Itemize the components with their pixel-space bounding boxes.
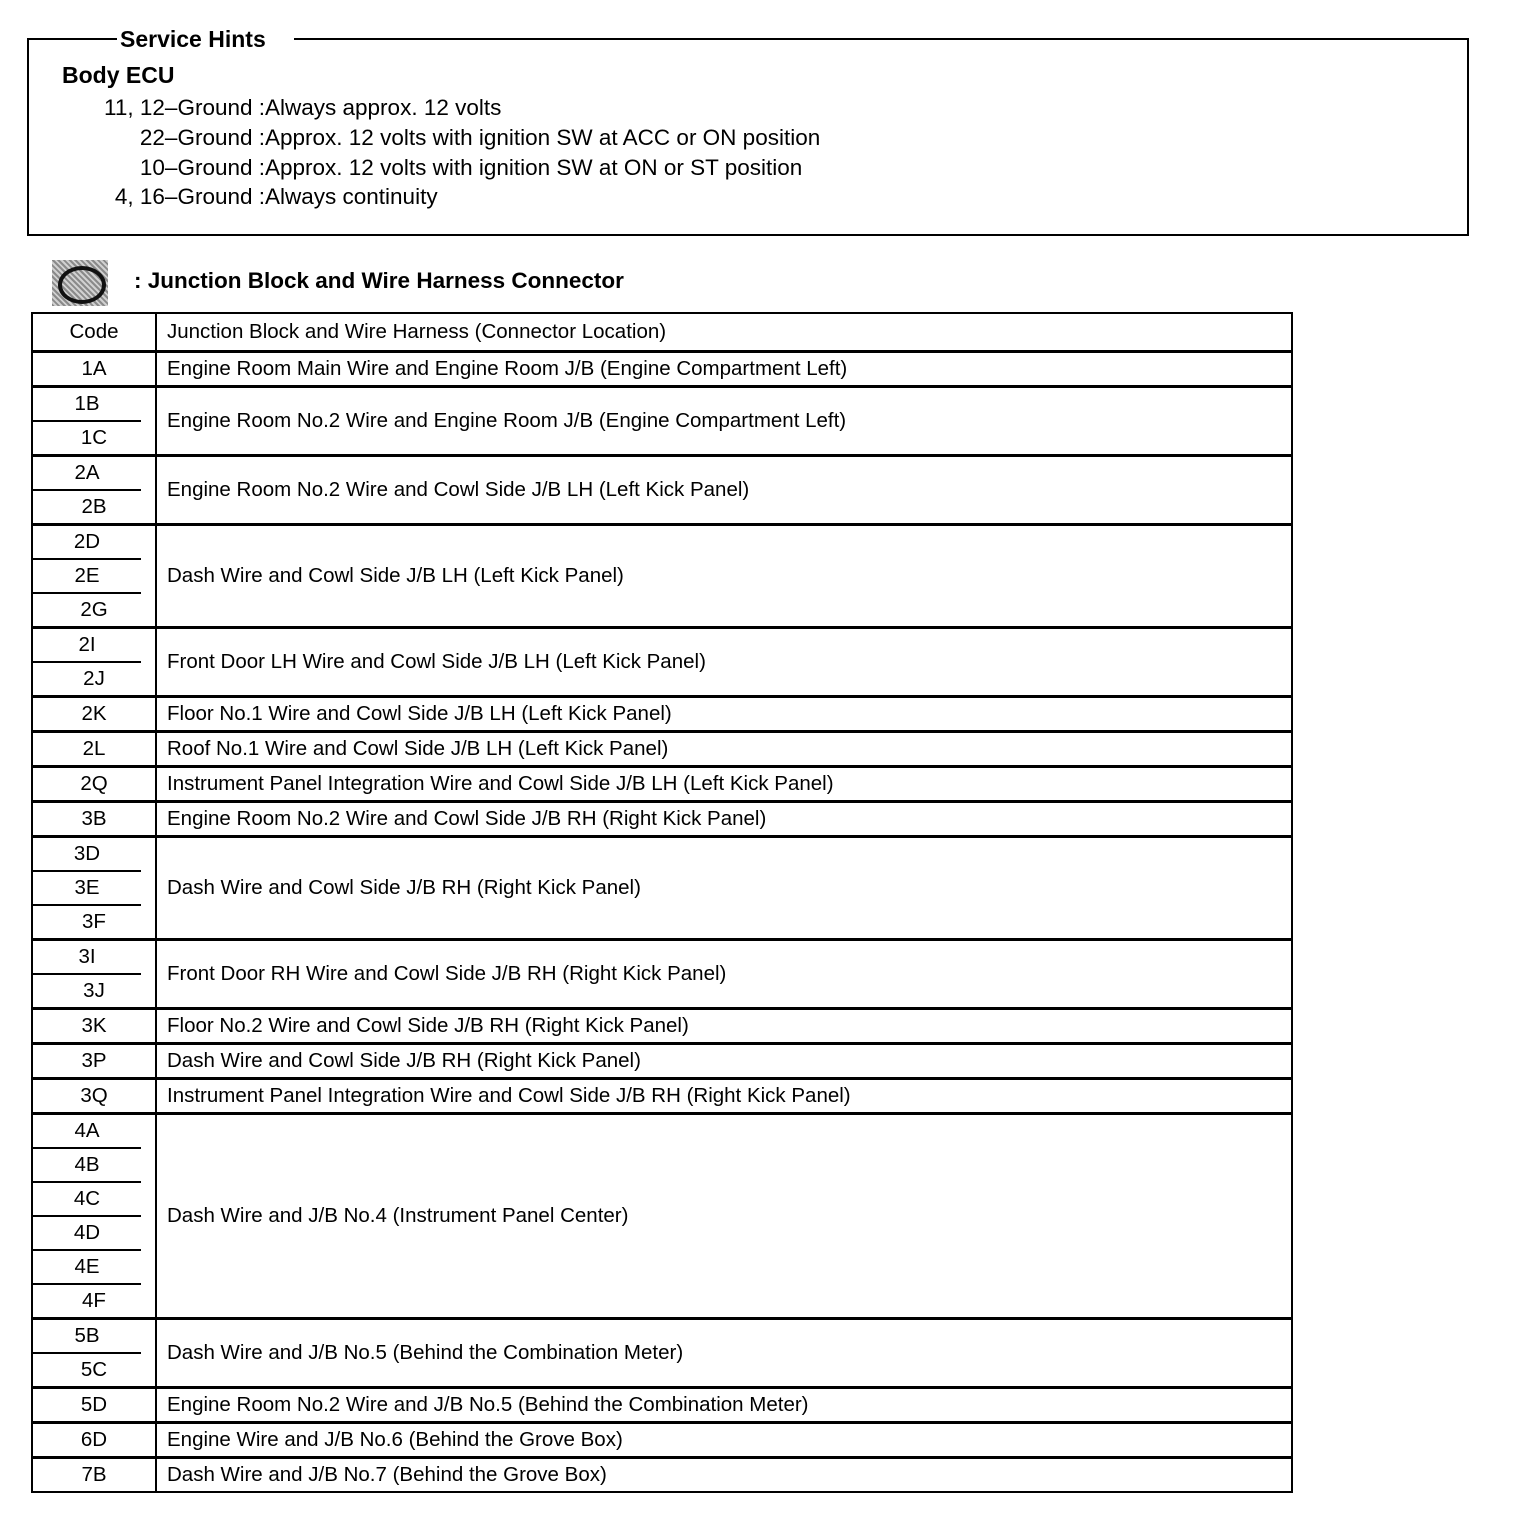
table-row: [33, 1045, 1291, 1080]
hint-desc: Approx. 12 volts with ignition SW at ON or ST position: [265, 155, 803, 180]
code-cell: 1B: [33, 388, 141, 422]
table-row: [33, 1424, 1291, 1459]
code-column: [33, 353, 157, 385]
description-cell: Dash Wire and Cowl Side J/B LH (Left Kick Panel): [167, 564, 624, 587]
description-cell: Engine Room No.2 Wire and Engine Room J/B (Engine Compartment Left): [167, 409, 847, 432]
hint-term: 22–Ground :: [139, 125, 265, 150]
table-header: [33, 314, 1291, 353]
table-body: [33, 353, 1291, 1491]
table-row: [33, 733, 1291, 768]
code-cell: 4F: [82, 1289, 106, 1312]
code-cell: 2B: [81, 495, 107, 518]
code-cell: 5D: [80, 1393, 108, 1416]
table-row: [33, 941, 1291, 1010]
code-column: [33, 803, 157, 835]
code-column: [33, 1080, 157, 1112]
description-cell: Engine Wire and J/B No.6 (Behind the Grove Box): [167, 1428, 623, 1451]
code-column: [33, 698, 157, 730]
description-cell: Engine Room No.2 Wire and J/B No.5 (Behind the Combination Meter): [167, 1393, 809, 1416]
hint-term: 11, 12–Ground :: [104, 95, 265, 120]
code-cell: 2D: [33, 526, 141, 560]
code-column: [33, 941, 157, 1007]
service-hints-title: Service Hints: [117, 26, 294, 52]
table-row: [33, 353, 1291, 388]
table-row: [33, 1389, 1291, 1424]
hint-term: 4, 16–Ground :: [114, 184, 265, 209]
description-cell: Engine Room Main Wire and Engine Room J/B (Engine Compartment Left): [167, 357, 848, 380]
code-cell: 1A: [81, 357, 107, 380]
code-column: [33, 388, 157, 454]
code-cell: 2L: [82, 737, 106, 760]
table-row: [33, 1080, 1291, 1115]
header-desc: Junction Block and Wire Harness (Connector Location): [167, 320, 667, 343]
description-cell: Instrument Panel Integration Wire and Cowl Side J/B LH (Left Kick Panel): [167, 772, 834, 795]
code-cell: 3K: [81, 1014, 107, 1037]
code-column: [33, 1320, 157, 1386]
code-cell: 3E: [33, 872, 141, 906]
code-cell: 5B: [33, 1320, 141, 1354]
code-column: [33, 1010, 157, 1042]
code-cell: 1C: [80, 426, 108, 449]
table-row: [33, 803, 1291, 838]
hint-desc: Approx. 12 volts with ignition SW at ACC or ON position: [265, 125, 821, 150]
table-row: [33, 457, 1291, 526]
code-column: [33, 457, 157, 523]
description-cell: Instrument Panel Integration Wire and Cowl Side J/B RH (Right Kick Panel): [167, 1084, 851, 1107]
table-row: [33, 1459, 1291, 1491]
description-cell: Dash Wire and J/B No.5 (Behind the Combination Meter): [167, 1341, 684, 1364]
description-cell: Floor No.1 Wire and Cowl Side J/B LH (Left Kick Panel): [167, 702, 672, 725]
table-row: [33, 1115, 1291, 1320]
code-cell: 3J: [83, 979, 105, 1002]
description-cell: Dash Wire and J/B No.7 (Behind the Grove Box): [167, 1463, 607, 1486]
code-column: [33, 768, 157, 800]
body-ecu-heading: Body ECU: [62, 62, 175, 88]
code-column: [33, 1389, 157, 1421]
code-cell: 3D: [33, 838, 141, 872]
junction-heading: : Junction Block and Wire Harness Connector: [134, 268, 624, 293]
code-column: [33, 1045, 157, 1077]
code-cell: 3Q: [80, 1084, 108, 1107]
code-column: [33, 1115, 157, 1317]
code-cell: 2K: [81, 702, 107, 725]
code-column: [33, 1424, 157, 1456]
code-cell: 3I: [33, 941, 141, 975]
description-cell: Front Door LH Wire and Cowl Side J/B LH (Left Kick Panel): [167, 650, 706, 673]
description-cell: Floor No.2 Wire and Cowl Side J/B RH (Right Kick Panel): [167, 1014, 689, 1037]
code-cell: 4B: [33, 1149, 141, 1183]
code-cell: 4C: [33, 1183, 141, 1217]
code-cell: 2J: [83, 667, 105, 690]
header-code: Code: [33, 314, 157, 350]
code-cell: 2E: [33, 560, 141, 594]
code-cell: 5C: [80, 1358, 108, 1381]
table-row: [33, 838, 1291, 941]
hint-desc: Always approx. 12 volts: [265, 95, 502, 120]
connector-table: [31, 312, 1293, 1493]
code-cell: 6D: [80, 1428, 108, 1451]
service-hints-box: [27, 26, 1469, 236]
table-row: [33, 629, 1291, 698]
table-row: [33, 698, 1291, 733]
code-cell: 4E: [33, 1251, 141, 1285]
code-cell: 3B: [81, 807, 107, 830]
code-column: [33, 733, 157, 765]
description-cell: Dash Wire and Cowl Side J/B RH (Right Kick Panel): [167, 1049, 641, 1072]
junction-block-icon: [52, 260, 108, 306]
code-cell: 2A: [33, 457, 141, 491]
code-cell: 2Q: [80, 772, 108, 795]
code-cell: 3F: [82, 910, 106, 933]
code-column: [33, 838, 157, 938]
code-cell: 2G: [80, 598, 108, 621]
code-column: [33, 629, 157, 695]
description-cell: Roof No.1 Wire and Cowl Side J/B LH (Left Kick Panel): [167, 737, 669, 760]
hint-term: 10–Ground :: [139, 155, 265, 180]
code-cell: 7B: [81, 1463, 107, 1486]
table-row: [33, 1010, 1291, 1045]
code-column: [33, 526, 157, 626]
code-cell: 3P: [81, 1049, 107, 1072]
description-cell: Dash Wire and Cowl Side J/B RH (Right Kick Panel): [167, 876, 641, 899]
hint-desc: Always continuity: [265, 184, 438, 209]
description-cell: Engine Room No.2 Wire and Cowl Side J/B RH (Right Kick Panel): [167, 807, 767, 830]
code-cell: 2I: [33, 629, 141, 663]
description-cell: Engine Room No.2 Wire and Cowl Side J/B LH (Left Kick Panel): [167, 478, 750, 501]
code-column: [33, 1459, 157, 1491]
description-cell: Dash Wire and J/B No.4 (Instrument Panel Center): [167, 1204, 629, 1227]
code-cell: 4A: [33, 1115, 141, 1149]
table-row: [33, 768, 1291, 803]
table-row: [33, 526, 1291, 629]
table-row: [33, 1320, 1291, 1389]
description-cell: Front Door RH Wire and Cowl Side J/B RH (Right Kick Panel): [167, 962, 727, 985]
table-row: [33, 388, 1291, 457]
code-cell: 4D: [33, 1217, 141, 1251]
